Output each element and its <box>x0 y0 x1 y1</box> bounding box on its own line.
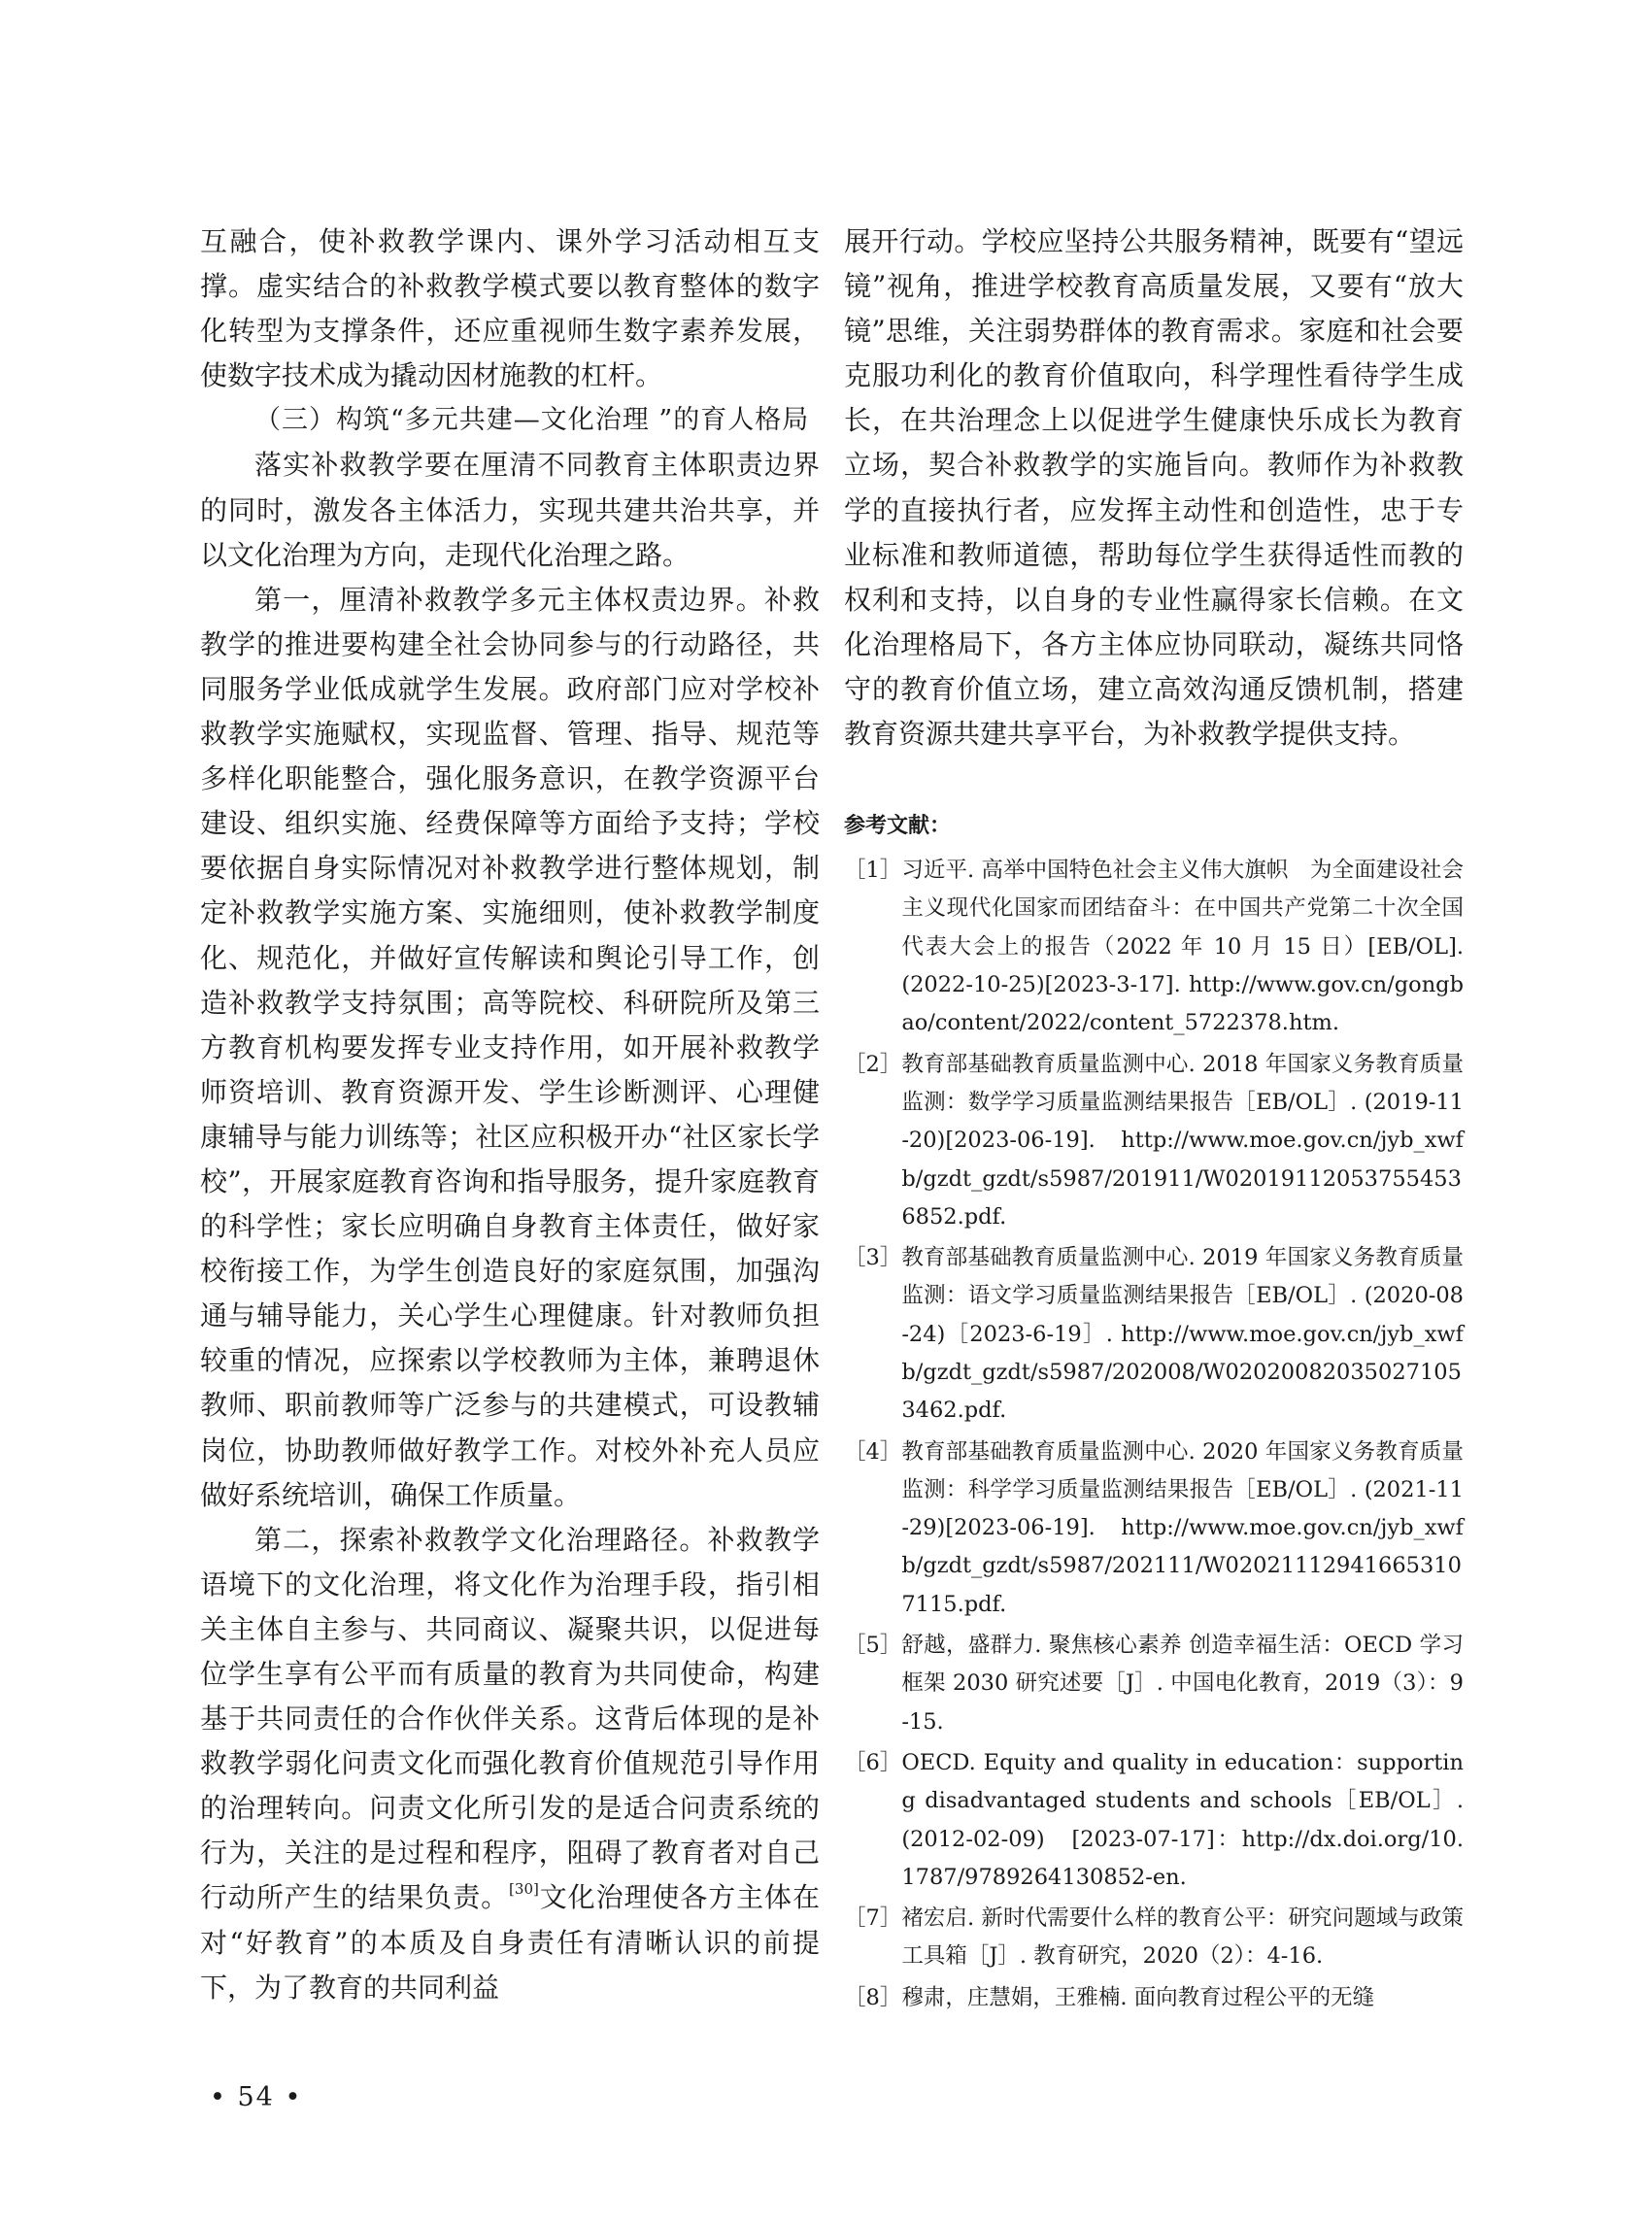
reference-text: 教育部基础教育质量监测中心. 2018 年国家义务教育质量监测：数学学习质量监测结果报告［EB/OL］. (2019-11-20)[2023-06-19]. http://www.moe.gov.cn/jyb_xwfb/gzdt_gzdt/s5987/201911/W020191120537554536852.pdf. <box>901 1051 1464 1230</box>
reference-number: ［2］ <box>844 1051 902 1077</box>
body-paragraph: 展开行动。学校应坚持公共服务精神，既要有“望远镜”视角，推进学校教育高质量发展，又要有“放大镜”思维，关注弱势群体的教育需求。家庭和社会要克服功利化的教育价值取向，科学理性看待学生成长，在共治理念上以促进学生健康快乐成长为教育立场，契合补救教学的实施旨向。教师作为补救教学的直接执行者，应发挥主动性和创造性，忠于专业标准和教师道德，帮助每位学生获得适性而教的权利和支持，以自身的专业性赢得家长信赖。在文化治理格局下，各方主体应协同联动，凝练共同恪守的教育价值立场，建立高效沟通反馈机制，搭建教育资源共建共享平台，为补救教学提供支持。 <box>844 225 1464 751</box>
reference-text: 舒越，盛群力. 聚焦核心素养 创造幸福生活：OECD 学习框架 2030 研究述要［J］. 中国电化教育，2019（3）：9-15. <box>901 1633 1464 1735</box>
body-paragraph: 互融合，使补救教学课内、课外学习活动相互支撑。虚实结合的补救教学模式要以教育整体的数字化转型为支撑条件，还应重视师生数字素养发展，使数字技术成为撬动因材施教的杠杆。 <box>200 225 820 392</box>
reference-number: ［7］ <box>844 1905 902 1932</box>
section-heading: （三）构筑“多元共建—文化治理 ”的育人格局 <box>254 405 810 436</box>
reference-item <box>844 1900 1464 1976</box>
reference-item <box>844 1744 1464 1897</box>
reference-text: 教育部基础教育质量监测中心. 2019 年国家义务教育质量监测：语文学习质量监测结果报告［EB/OL］. (2020-08-24)［2023-6-19］. http://www.moe.gov.cn/jyb_xwfb/gzdt_gzdt/s5987/202008/W020200820350271053462.pdf. <box>901 1245 1464 1424</box>
reference-text: 习近平. 高举中国特色社会主义伟大旗帜 为全面建设社会主义现代化国家而团结奋斗：在中国共产党第二十次全国代表大会上的报告（2022 年 10 月 15 日）[EB/OL]. (2022-10-25)[2023-3-17]. http://www.gov.cn/gongbao/content/2022/content_5722378.htm. <box>901 858 1486 1036</box>
reference-number: ［1］ <box>844 858 902 884</box>
reference-number: ［5］ <box>844 1633 902 1659</box>
paragraph-text: 文化治理使各方主体在对“好教育”的本质及自身责任有清晰认识的前提下，为了教育的共同利益 <box>200 1881 820 2004</box>
reference-number: ［4］ <box>844 1438 902 1465</box>
citation-marker[interactable]: [30] <box>509 1880 539 1899</box>
reference-item <box>844 1627 1464 1741</box>
reference-number: ［6］ <box>844 1749 902 1775</box>
body-paragraph: 第一，厘清补救教学多元主体权责边界。补救教学的推进要构建全社会协同参与的行动路径，共同服务学业低成就学生发展。政府部门应对学校补救教学实施赋权，实现监督、管理、指导、规范等多样化职能整合，强化服务意识，在教学资源平台建设、组织实施、经费保障等方面给予支持；学校要依据自身实际情况对补救教学进行整体规划，制定补救教学实施方案、实施细则，使补救教学制度化、规范化，并做好宣传解读和舆论引导工作，创造补救教学支持氛围；高等院校、科研院所及第三方教育机构要发挥专业支持作用，如开展补救教学师资培训、教育资源开发、学生诊断测评、心理健康辅导与能力训练等；社区应积极开办“社区家长学校”，开展家庭教育咨询和指导服务，提升家庭教育的科学性；家长应明确自身教育主体责任，做好家校衔接工作，为学生创造良好的家庭氛围，加强沟通与辅导能力，关心学生心理健康。针对教师负担较重的情况，应探索以学校教师为主体，兼聘退休教师、职前教师等广泛参与的共建模式，可设教辅岗位，协助教师做好教学工作。对校外补充人员应做好系统培训，确保工作质量。 <box>200 583 820 1511</box>
right-column <box>844 219 1486 2020</box>
body-paragraph: 落实补救教学要在厘清不同教育主体职责边界的同时，激发各主体活力，实现共建共治共享，并以文化治理为方向，走现代化治理之路。 <box>200 449 820 571</box>
reference-text: OECD. Equity and quality in education：supporting disadvantaged students and schools［EB/OL］.(2012-02-09) [2023-07-17]：http://dx.doi.org/10.1787/9789264130852-en. <box>901 1749 1464 1890</box>
reference-text: 教育部基础教育质量监测中心. 2020 年国家义务教育质量监测：科学学习质量监测结果报告［EB/OL］. (2021-11-29)[2023-06-19]. http://www.moe.gov.cn/jyb_xwfb/gzdt_gzdt/s5987/202111/W020211129416653107115.pdf. <box>901 1438 1464 1617</box>
body-paragraph <box>200 1518 820 2010</box>
references-title: 参考文献： <box>844 814 952 839</box>
reference-item <box>844 1239 1464 1430</box>
page-number: • 54 • <box>210 2082 303 2112</box>
left-column <box>200 219 820 2010</box>
reference-text: 穆肃，庄慧娟，王雅楠. 面向教育过程公平的无缝 <box>901 1984 1375 2010</box>
reference-number: ［3］ <box>844 1245 902 1271</box>
reference-item <box>844 852 1486 1042</box>
reference-list <box>844 852 1486 2017</box>
reference-item <box>844 1046 1464 1236</box>
reference-text: 褚宏启. 新时代需要什么样的教育公平：研究问题域与政策工具箱［J］. 教育研究，2020（2）：4-16. <box>901 1905 1464 1970</box>
reference-number: ［8］ <box>844 1984 902 2010</box>
reference-item <box>844 1433 1464 1624</box>
reference-item <box>844 1979 1464 2017</box>
paragraph-text: 第二，探索补救教学文化治理路径。补救教学语境下的文化治理，将文化作为治理手段，指引相关主体自主参与、共同商议、凝聚共识，以促进每位学生享有公平而有质量的教育为共同使命，构建基于共同责任的合作伙伴关系。这背后体现的是补救教学弱化问责文化而强化教育价值规范引导作用的治理转向。问责文化所引发的是适合问责系统的行为，关注的是过程和程序，阻碍了教育者对自己行动所产生的结果负责。 <box>200 1523 820 1914</box>
